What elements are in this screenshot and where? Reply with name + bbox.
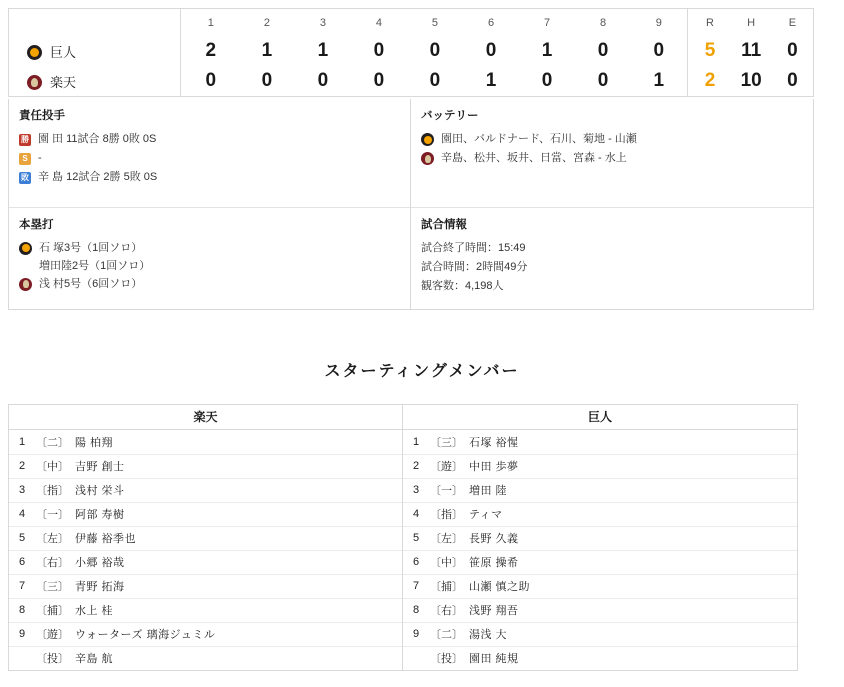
lineup-order: 6	[9, 550, 35, 574]
lineup-order	[9, 646, 35, 670]
eagles-logo-icon	[27, 75, 42, 90]
table-row[interactable]	[403, 454, 797, 478]
eagles-logo-icon	[421, 152, 434, 165]
lineup-position: 〔一〕	[429, 478, 465, 502]
table-row[interactable]	[9, 646, 402, 670]
lineup-column-eagles	[9, 405, 403, 670]
pitcher-win-row	[19, 130, 400, 149]
home-inning-4: 0	[373, 70, 385, 91]
eagles-logo-icon	[19, 278, 32, 291]
lineup-order: 5	[9, 526, 35, 550]
lineup-position: 〔二〕	[429, 622, 465, 646]
table-row[interactable]	[9, 454, 402, 478]
home-errors: 0	[787, 70, 798, 91]
table-row[interactable]	[9, 622, 402, 646]
lineup-order: 4	[403, 502, 429, 526]
table-row[interactable]	[403, 502, 797, 526]
starting-lineups	[8, 404, 798, 671]
lineup-order: 2	[9, 454, 35, 478]
inning-header-1: 1	[207, 16, 214, 29]
lineup-player-name[interactable]: 石塚 裕惺	[469, 436, 519, 449]
lineup-team-header: 楽天	[9, 405, 402, 430]
lineup-order: 1	[412, 435, 420, 448]
table-row[interactable]	[403, 598, 797, 622]
away-inning-1: 2	[205, 40, 217, 61]
lineup-position: 〔二〕	[36, 436, 69, 449]
homerun-text: 浅 村5号（6回ソロ）	[39, 278, 143, 290]
table-row[interactable]	[403, 478, 797, 502]
home-hits: 10	[740, 70, 762, 91]
lineup-position: 〔遊〕	[35, 622, 71, 646]
lose-mark-icon: 敗	[21, 172, 29, 182]
inning-header-5: 5	[431, 16, 439, 29]
lineup-player-name[interactable]: 浅村 栄斗	[71, 478, 402, 502]
inning-header-9: 9	[655, 16, 662, 29]
lineup-player-name[interactable]: 浅野 翔吾	[465, 598, 797, 622]
lineup-position: 〔指〕	[429, 502, 465, 526]
battery-text: 辛島、松井、坂井、日當、宮森 - 水上	[441, 152, 627, 164]
scoreboard-row-home	[9, 66, 813, 96]
lineup-order: 9	[403, 622, 429, 646]
away-inning-5: 0	[429, 40, 441, 61]
inning-header-7: 7	[543, 16, 551, 29]
panel-column-left	[9, 99, 411, 309]
giants-logo-icon	[27, 45, 42, 60]
lineup-order: 1	[18, 435, 26, 448]
save-mark-icon: S	[19, 153, 31, 165]
lineup-player-name[interactable]: 笹原 操希	[465, 550, 797, 574]
lineup-team-header: 巨人	[403, 405, 797, 430]
pitcher-save-row	[19, 149, 400, 168]
lineup-position: 〔左〕	[35, 526, 71, 550]
lineup-order: 9	[9, 622, 35, 646]
lineup-order	[403, 646, 429, 670]
table-row[interactable]	[403, 550, 797, 574]
lineup-position: 〔投〕	[35, 646, 71, 670]
scoreboard-row-away	[9, 36, 813, 66]
table-row[interactable]	[9, 598, 402, 622]
lineup-order: 6	[403, 550, 429, 574]
lineup-position: 〔捕〕	[35, 598, 71, 622]
pitcher-win-text: 園 田 11試合 8勝 0敗 0S	[38, 133, 157, 145]
away-inning-2: 1	[261, 40, 273, 61]
table-row[interactable]	[403, 430, 797, 454]
lineup-player-name[interactable]: 長野 久義	[465, 526, 797, 550]
battery-row-giants	[421, 130, 803, 149]
gameinfo-block	[411, 207, 813, 309]
battery-title: バッテリー	[421, 110, 479, 122]
lineup-player-name[interactable]: 水上 桂	[71, 598, 402, 622]
pitcher-save-text: -	[38, 152, 42, 164]
runs-header: R	[706, 16, 714, 29]
lineup-order: 7	[403, 574, 429, 598]
away-runs: 5	[704, 40, 716, 61]
lineup-player-name[interactable]: ウォーターズ 璃海ジュミル	[71, 622, 402, 646]
lineup-player-name[interactable]: 吉野 創士	[71, 454, 402, 478]
home-inning-6: 1	[485, 70, 497, 91]
lineup-player-name[interactable]: 増田 陸	[465, 478, 797, 502]
scoreboard-team-header	[9, 9, 181, 36]
lineup-order: 8	[403, 598, 429, 622]
home-inning-9: 1	[653, 70, 665, 91]
lineup-player-name[interactable]: 辛島 航	[71, 646, 402, 670]
inning-header-3: 3	[319, 16, 326, 29]
home-inning-7: 0	[541, 70, 553, 91]
lineup-order: 2	[403, 454, 429, 478]
team-label: 楽天	[50, 74, 77, 90]
lineup-position: 〔捕〕	[429, 574, 465, 598]
lineup-order: 7	[9, 574, 35, 598]
lineup-position: 〔遊〕	[429, 454, 465, 478]
battery-block	[411, 99, 813, 207]
lineup-position: 〔中〕	[429, 550, 465, 574]
away-inning-9: 0	[653, 40, 665, 61]
lineup-position: 〔中〕	[35, 454, 71, 478]
lineup-player-name[interactable]: ティマ	[465, 502, 797, 526]
home-inning-3: 0	[317, 70, 329, 91]
lineup-position: 〔三〕	[430, 436, 463, 449]
table-row[interactable]	[9, 526, 402, 550]
home-inning-5: 0	[429, 70, 441, 91]
panel-column-right	[411, 99, 813, 309]
team-name-away	[9, 36, 181, 66]
lineup-order: 3	[403, 478, 429, 502]
lineup-player-name[interactable]: 阿部 寿樹	[71, 502, 402, 526]
scoreboard	[8, 8, 814, 97]
homerun-giants-row-1	[19, 239, 400, 257]
table-row[interactable]	[403, 622, 797, 646]
table-row[interactable]	[9, 574, 402, 598]
lineup-position: 〔左〕	[429, 526, 465, 550]
lineup-order: 8	[9, 598, 35, 622]
homerun-text: 増田陸2号（1回ソロ）	[39, 260, 151, 272]
gameinfo-duration: 試合時間：2時間49分	[421, 261, 528, 273]
team-name-home	[9, 66, 181, 96]
table-row[interactable]	[403, 526, 797, 550]
lineup-position: 〔右〕	[35, 550, 71, 574]
lineup-order: 5	[403, 526, 429, 550]
table-row[interactable]	[9, 478, 402, 502]
lineup-position: 〔指〕	[35, 478, 71, 502]
team-label: 巨人	[50, 44, 77, 60]
homerun-eagles-row-1	[19, 275, 400, 293]
hits-header: H	[747, 16, 756, 29]
lineup-player-name[interactable]: 園田 純規	[465, 646, 797, 670]
inning-header-4: 4	[375, 16, 382, 29]
pitchers-title: 責任投手	[19, 110, 65, 122]
homerun-giants-row-2	[19, 257, 400, 275]
lineup-position: 〔投〕	[429, 646, 465, 670]
gameinfo-attendance: 観客数：4,198人	[421, 280, 504, 292]
table-row[interactable]	[9, 550, 402, 574]
giants-logo-icon	[421, 133, 434, 146]
home-runs: 2	[704, 70, 716, 91]
lineup-player-name[interactable]: 小郷 裕哉	[71, 550, 402, 574]
lineup-order: 4	[9, 502, 35, 526]
home-inning-8: 0	[597, 70, 609, 91]
battery-row-eagles	[421, 149, 803, 168]
table-row[interactable]	[403, 646, 797, 670]
lineup-player-name[interactable]: 中田 歩夢	[465, 454, 797, 478]
table-row[interactable]	[9, 502, 402, 526]
pitchers-block	[9, 99, 410, 207]
gameinfo-title: 試合情報	[421, 219, 467, 231]
away-errors: 0	[787, 40, 798, 61]
giants-logo-icon	[19, 242, 32, 255]
lineup-player-name[interactable]: 陽 柏翔	[75, 436, 114, 449]
inning-header-6: 6	[487, 16, 495, 29]
lineup-player-name[interactable]: 山瀬 慎之助	[465, 574, 797, 598]
inning-header-2: 2	[263, 16, 270, 29]
battery-text: 園田、バルドナード、石川、菊地 - 山瀬	[441, 133, 637, 145]
gameinfo-end-time: 試合終了時間：15:49	[421, 242, 526, 254]
lineup-position: 〔右〕	[429, 598, 465, 622]
pitcher-lose-text: 辛 島 12試合 2勝 5敗 0S	[38, 171, 158, 183]
lineup-player-name[interactable]: 青野 拓海	[71, 574, 402, 598]
lineup-player-name[interactable]: 湯浅 大	[465, 622, 797, 646]
home-inning-1: 0	[205, 70, 217, 91]
game-detail-panels	[8, 99, 814, 310]
lineup-player-name[interactable]: 伊藤 裕季也	[71, 526, 402, 550]
pitcher-lose-row	[19, 168, 400, 187]
page-title: スターティングメンバー	[324, 363, 520, 380]
away-inning-6: 0	[485, 40, 497, 61]
lineup-column-giants	[403, 405, 797, 670]
homeruns-title: 本塁打	[19, 219, 54, 231]
table-row[interactable]	[403, 574, 797, 598]
homeruns-block	[9, 207, 410, 309]
away-hits: 11	[741, 40, 762, 61]
away-inning-8: 0	[597, 40, 609, 61]
errors-header: E	[788, 16, 797, 29]
home-inning-2: 0	[261, 70, 273, 91]
homerun-text: 石 塚3号（1回ソロ）	[39, 242, 143, 254]
away-inning-3: 1	[317, 40, 329, 61]
lineup-order: 3	[9, 478, 35, 502]
away-inning-7: 1	[541, 40, 553, 61]
lineup-position: 〔三〕	[35, 574, 71, 598]
win-mark-icon: 勝	[21, 134, 29, 144]
inning-header-8: 8	[600, 16, 607, 29]
lineup-position: 〔一〕	[35, 502, 71, 526]
scoreboard-header-row	[9, 9, 813, 36]
away-inning-4: 0	[373, 40, 385, 61]
table-row[interactable]	[9, 430, 402, 454]
